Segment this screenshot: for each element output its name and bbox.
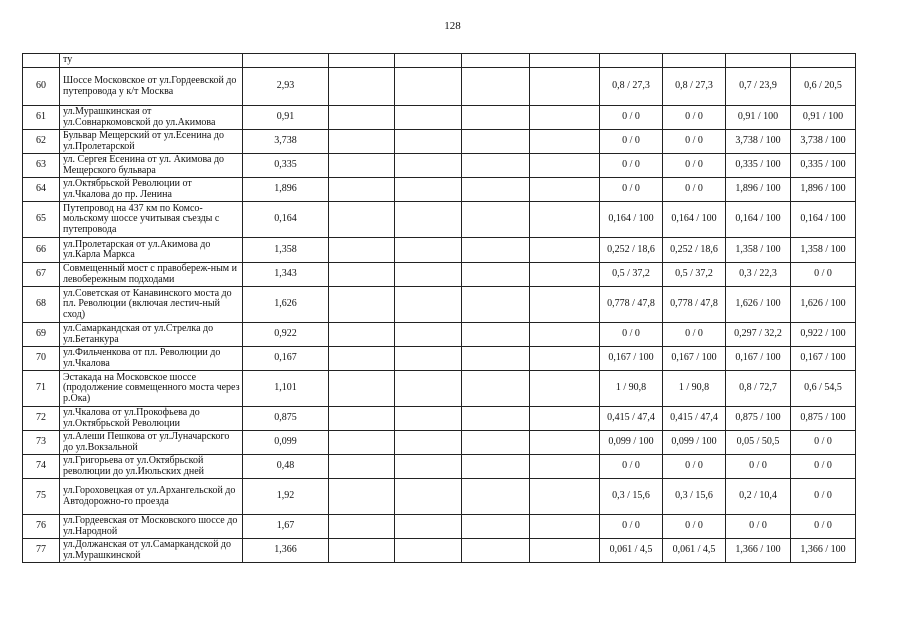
table-row [23, 178, 856, 202]
cell-value-3: 0,7 / 23,9 [726, 68, 791, 106]
cell-empty [530, 323, 600, 347]
table-row [23, 371, 856, 407]
cell-empty [462, 539, 530, 563]
cell-name: ул.Должанская от ул.Самаркандской до ул.Мурашкинской [60, 539, 243, 563]
cell-name: ул.Чкалова от ул.Прокофьева до ул.Октябрьской Революции [60, 407, 243, 431]
cell-empty [395, 68, 462, 106]
table-row [23, 347, 856, 371]
cell-value-4: 0,6 / 20,5 [791, 68, 856, 106]
cell-num: 75 [23, 479, 60, 515]
table-row [23, 407, 856, 431]
cell-length: 0,91 [243, 106, 329, 130]
cell-num: 76 [23, 515, 60, 539]
cell-length: 0,099 [243, 431, 329, 455]
cell-value-4: 0,335 / 100 [791, 154, 856, 178]
cell-empty [395, 202, 462, 238]
cell-empty [530, 431, 600, 455]
cell-empty [329, 455, 395, 479]
cell-value-2: 0 / 0 [663, 323, 726, 347]
cell-empty [395, 431, 462, 455]
cell-length: 1,67 [243, 515, 329, 539]
cell-empty [530, 130, 600, 154]
table-row [23, 263, 856, 287]
cell-empty [530, 263, 600, 287]
cell-num: 74 [23, 455, 60, 479]
table-row [23, 287, 856, 323]
cell-num: 64 [23, 178, 60, 202]
cell-length: 0,164 [243, 202, 329, 238]
cell-length: 0,167 [243, 347, 329, 371]
cell-name: ул.Пролетарская от ул.Акимова до ул.Карла Маркса [60, 238, 243, 263]
cell-empty [395, 263, 462, 287]
cell-length: 2,93 [243, 68, 329, 106]
cell-length: 0,922 [243, 323, 329, 347]
table-row [23, 455, 856, 479]
cell-num: 63 [23, 154, 60, 178]
cell-empty [530, 106, 600, 130]
cell-empty [462, 178, 530, 202]
cell-length: 1,626 [243, 287, 329, 323]
cell-length: 1,101 [243, 371, 329, 407]
cell-value-2: 0 / 0 [663, 106, 726, 130]
cell-length: 0,48 [243, 455, 329, 479]
cell-length: 1,343 [243, 263, 329, 287]
cell-value-2: 0,8 / 27,3 [663, 68, 726, 106]
cell-empty [329, 407, 395, 431]
cell-value-1: 0 / 0 [600, 106, 663, 130]
cell-name: ул.Советская от Канавинского моста до пл. Революции (включая лестич-ный сход) [60, 287, 243, 323]
cell-empty [530, 371, 600, 407]
cell-value-4: 0 / 0 [791, 431, 856, 455]
cell-value-2: 0 / 0 [663, 455, 726, 479]
cell-empty [329, 347, 395, 371]
cell-value-3: 0,3 / 22,3 [726, 263, 791, 287]
cell-empty [462, 238, 530, 263]
cell-empty [329, 515, 395, 539]
cell-name: Шоссе Московское от ул.Гордеевской до путепровода у к/т Москва [60, 68, 243, 106]
cell-empty [530, 479, 600, 515]
cell-num: 65 [23, 202, 60, 238]
table-row [23, 54, 856, 68]
cell-value-1: 0 / 0 [600, 323, 663, 347]
cell-value-4: 1,626 / 100 [791, 287, 856, 323]
cell-empty [395, 238, 462, 263]
cell-name: Эстакада на Московское шоссе (продолжение совмещенного моста через р.Ока) [60, 371, 243, 407]
cell-empty [462, 202, 530, 238]
cell-value-2: 1 / 90,8 [663, 371, 726, 407]
cell-num: 70 [23, 347, 60, 371]
table-row [23, 323, 856, 347]
cell-empty [530, 202, 600, 238]
cell-value-1: 0 / 0 [600, 515, 663, 539]
cell-empty [395, 106, 462, 130]
cell-value-3: 0 / 0 [726, 515, 791, 539]
cell-empty [530, 539, 600, 563]
cell-value-1: 0 / 0 [600, 178, 663, 202]
cell-value-1: 0,415 / 47,4 [600, 407, 663, 431]
cell-empty [329, 539, 395, 563]
cell-empty [395, 455, 462, 479]
table-row [23, 515, 856, 539]
cell-empty [462, 323, 530, 347]
cell-empty [395, 287, 462, 323]
cell-name: ул.Гороховецкая от ул.Архангельской до Автодорожно-го проезда [60, 479, 243, 515]
cell-name: Бульвар Мещерский от ул.Есенина до ул.Пролетарской [60, 130, 243, 154]
cell-value-4: 0,91 / 100 [791, 106, 856, 130]
cell-num: 66 [23, 238, 60, 263]
cell-num: 68 [23, 287, 60, 323]
cell-empty [462, 68, 530, 106]
cell-value-3: 0 / 0 [726, 455, 791, 479]
cell-empty [530, 238, 600, 263]
cell-value-2: 0,061 / 4,5 [663, 539, 726, 563]
cell-value-4: 0 / 0 [791, 263, 856, 287]
cell-empty [329, 263, 395, 287]
cell-num [23, 54, 60, 68]
cell-num: 77 [23, 539, 60, 563]
cell-empty [530, 68, 600, 106]
cell-value-4: 0,6 / 54,5 [791, 371, 856, 407]
cell-empty [329, 178, 395, 202]
cell-value-4: 0 / 0 [791, 479, 856, 515]
cell-value-1: 0,5 / 37,2 [600, 263, 663, 287]
cell-value-1: 0,252 / 18,6 [600, 238, 663, 263]
cell-empty [462, 479, 530, 515]
cell-empty [329, 238, 395, 263]
table-row [23, 479, 856, 515]
cell-empty [462, 130, 530, 154]
cell-empty [329, 154, 395, 178]
cell-length: 0,875 [243, 407, 329, 431]
cell-empty [395, 479, 462, 515]
cell-value-3: 1,358 / 100 [726, 238, 791, 263]
table-row [23, 431, 856, 455]
cell-value-3: 0,91 / 100 [726, 106, 791, 130]
roads-table [22, 53, 856, 563]
cell-empty [462, 347, 530, 371]
cell-value-3: 0,167 / 100 [726, 347, 791, 371]
cell-empty [530, 347, 600, 371]
cell-value-1: 0,167 / 100 [600, 347, 663, 371]
cell-value-1: 0,8 / 27,3 [600, 68, 663, 106]
cell-num: 62 [23, 130, 60, 154]
cell-empty [530, 455, 600, 479]
cell-empty [462, 515, 530, 539]
cell-num: 69 [23, 323, 60, 347]
cell-empty [462, 371, 530, 407]
cell-empty [530, 287, 600, 323]
cell-value-2: 0,778 / 47,8 [663, 287, 726, 323]
cell-value-3: 0,335 / 100 [726, 154, 791, 178]
cell-empty [530, 515, 600, 539]
cell-empty [462, 431, 530, 455]
cell-empty [462, 263, 530, 287]
cell-value-2: 0 / 0 [663, 130, 726, 154]
cell-value-2: 0,099 / 100 [663, 431, 726, 455]
table-row [23, 539, 856, 563]
cell-value-4: 1,366 / 100 [791, 539, 856, 563]
cell-empty [329, 431, 395, 455]
cell-value-3: 0,2 / 10,4 [726, 479, 791, 515]
cell-name: ул.Алеши Пешкова от ул.Луначарского до ул.Вокзальной [60, 431, 243, 455]
table-row [23, 106, 856, 130]
cell-name: ул.Гордеевская от Московского шоссе до ул.Народной [60, 515, 243, 539]
cell-name: ул.Мурашкинская от ул.Совнаркомовской до ул.Акимова [60, 106, 243, 130]
cell-num: 71 [23, 371, 60, 407]
cell-length: 1,92 [243, 479, 329, 515]
cell-num: 61 [23, 106, 60, 130]
cell-empty [395, 539, 462, 563]
cell-value-3: 0,297 / 32,2 [726, 323, 791, 347]
cell-empty [462, 455, 530, 479]
cell-value-4: 3,738 / 100 [791, 130, 856, 154]
cell-empty [395, 154, 462, 178]
cell-name: ул.Фильченкова от пл. Революции до ул.Чкалова [60, 347, 243, 371]
cell-value-1: 0,778 / 47,8 [600, 287, 663, 323]
cell-value-1: 0,164 / 100 [600, 202, 663, 238]
cell-empty [462, 106, 530, 130]
cell-value-3: 3,738 / 100 [726, 130, 791, 154]
cell-empty [329, 68, 395, 106]
cell-name: ту [60, 54, 243, 68]
table-row [23, 238, 856, 263]
table-row [23, 202, 856, 238]
cell-value-2: 0 / 0 [663, 515, 726, 539]
cell-empty [329, 287, 395, 323]
cell-value-4: 1,896 / 100 [791, 178, 856, 202]
cell-value-4: 0,875 / 100 [791, 407, 856, 431]
cell-value-2: 0,415 / 47,4 [663, 407, 726, 431]
cell-value-1: 0,061 / 4,5 [600, 539, 663, 563]
cell-empty [395, 347, 462, 371]
table-row [23, 68, 856, 106]
cell-value-4: 0 / 0 [791, 515, 856, 539]
cell-value-3: 1,896 / 100 [726, 178, 791, 202]
cell-value-4: 0 / 0 [791, 455, 856, 479]
cell-empty [395, 407, 462, 431]
cell-length: 1,358 [243, 238, 329, 263]
cell-empty [329, 106, 395, 130]
cell-value-4: 1,358 / 100 [791, 238, 856, 263]
cell-value-4: 0,164 / 100 [791, 202, 856, 238]
cell-empty [530, 178, 600, 202]
cell-value-2: 0,167 / 100 [663, 347, 726, 371]
cell-name: ул. Сергея Есенина от ул. Акимова до Мещерского бульвара [60, 154, 243, 178]
cell-value-2: 0 / 0 [663, 178, 726, 202]
cell-num: 67 [23, 263, 60, 287]
cell-value-2: 0,164 / 100 [663, 202, 726, 238]
cell-length: 1,366 [243, 539, 329, 563]
cell-value-3: 0,875 / 100 [726, 407, 791, 431]
cell-value-1: 0 / 0 [600, 130, 663, 154]
cell-empty [462, 407, 530, 431]
cell-empty [329, 202, 395, 238]
cell-value-2: 0,5 / 37,2 [663, 263, 726, 287]
cell-value-3: 0,164 / 100 [726, 202, 791, 238]
cell-value-3: 1,626 / 100 [726, 287, 791, 323]
cell-value-2: 0,3 / 15,6 [663, 479, 726, 515]
cell-value-2: 0 / 0 [663, 154, 726, 178]
cell-value-3: 1,366 / 100 [726, 539, 791, 563]
cell-value-1: 0,3 / 15,6 [600, 479, 663, 515]
cell-empty [530, 154, 600, 178]
cell-empty [395, 130, 462, 154]
cell-empty [329, 479, 395, 515]
cell-name: ул.Григорьева от ул.Октябрьской революции до ул.Июльских дней [60, 455, 243, 479]
cell-value-1: 1 / 90,8 [600, 371, 663, 407]
cell-name: ул.Самаркандская от ул.Стрелка до ул.Бетанкура [60, 323, 243, 347]
cell-name: Путепровод на 437 км по Комсо-мольскому шоссе учитывая съезды с путепровода [60, 202, 243, 238]
cell-empty [329, 130, 395, 154]
page-number: 128 [444, 20, 461, 32]
cell-empty [530, 407, 600, 431]
cell-value-1: 0 / 0 [600, 455, 663, 479]
cell-length: 1,896 [243, 178, 329, 202]
cell-empty [329, 371, 395, 407]
cell-value-3: 0,8 / 72,7 [726, 371, 791, 407]
cell-empty [395, 323, 462, 347]
cell-empty [329, 323, 395, 347]
cell-value-4: 0,922 / 100 [791, 323, 856, 347]
cell-name: Совмещенный мост с правобереж-ным и левобережным подходами [60, 263, 243, 287]
table-row [23, 130, 856, 154]
table-row [23, 154, 856, 178]
cell-num: 60 [23, 68, 60, 106]
cell-empty [395, 178, 462, 202]
cell-length: 0,335 [243, 154, 329, 178]
cell-num: 73 [23, 431, 60, 455]
cell-num: 72 [23, 407, 60, 431]
cell-empty [395, 515, 462, 539]
cell-empty [395, 371, 462, 407]
cell-value-4: 0,167 / 100 [791, 347, 856, 371]
cell-value-1: 0,099 / 100 [600, 431, 663, 455]
cell-value-3: 0,05 / 50,5 [726, 431, 791, 455]
cell-empty [462, 287, 530, 323]
cell-name: ул.Октябрьской Революции от ул.Чкалова до пр. Ленина [60, 178, 243, 202]
cell-value-2: 0,252 / 18,6 [663, 238, 726, 263]
cell-value-1: 0 / 0 [600, 154, 663, 178]
cell-empty [462, 154, 530, 178]
cell-length: 3,738 [243, 130, 329, 154]
